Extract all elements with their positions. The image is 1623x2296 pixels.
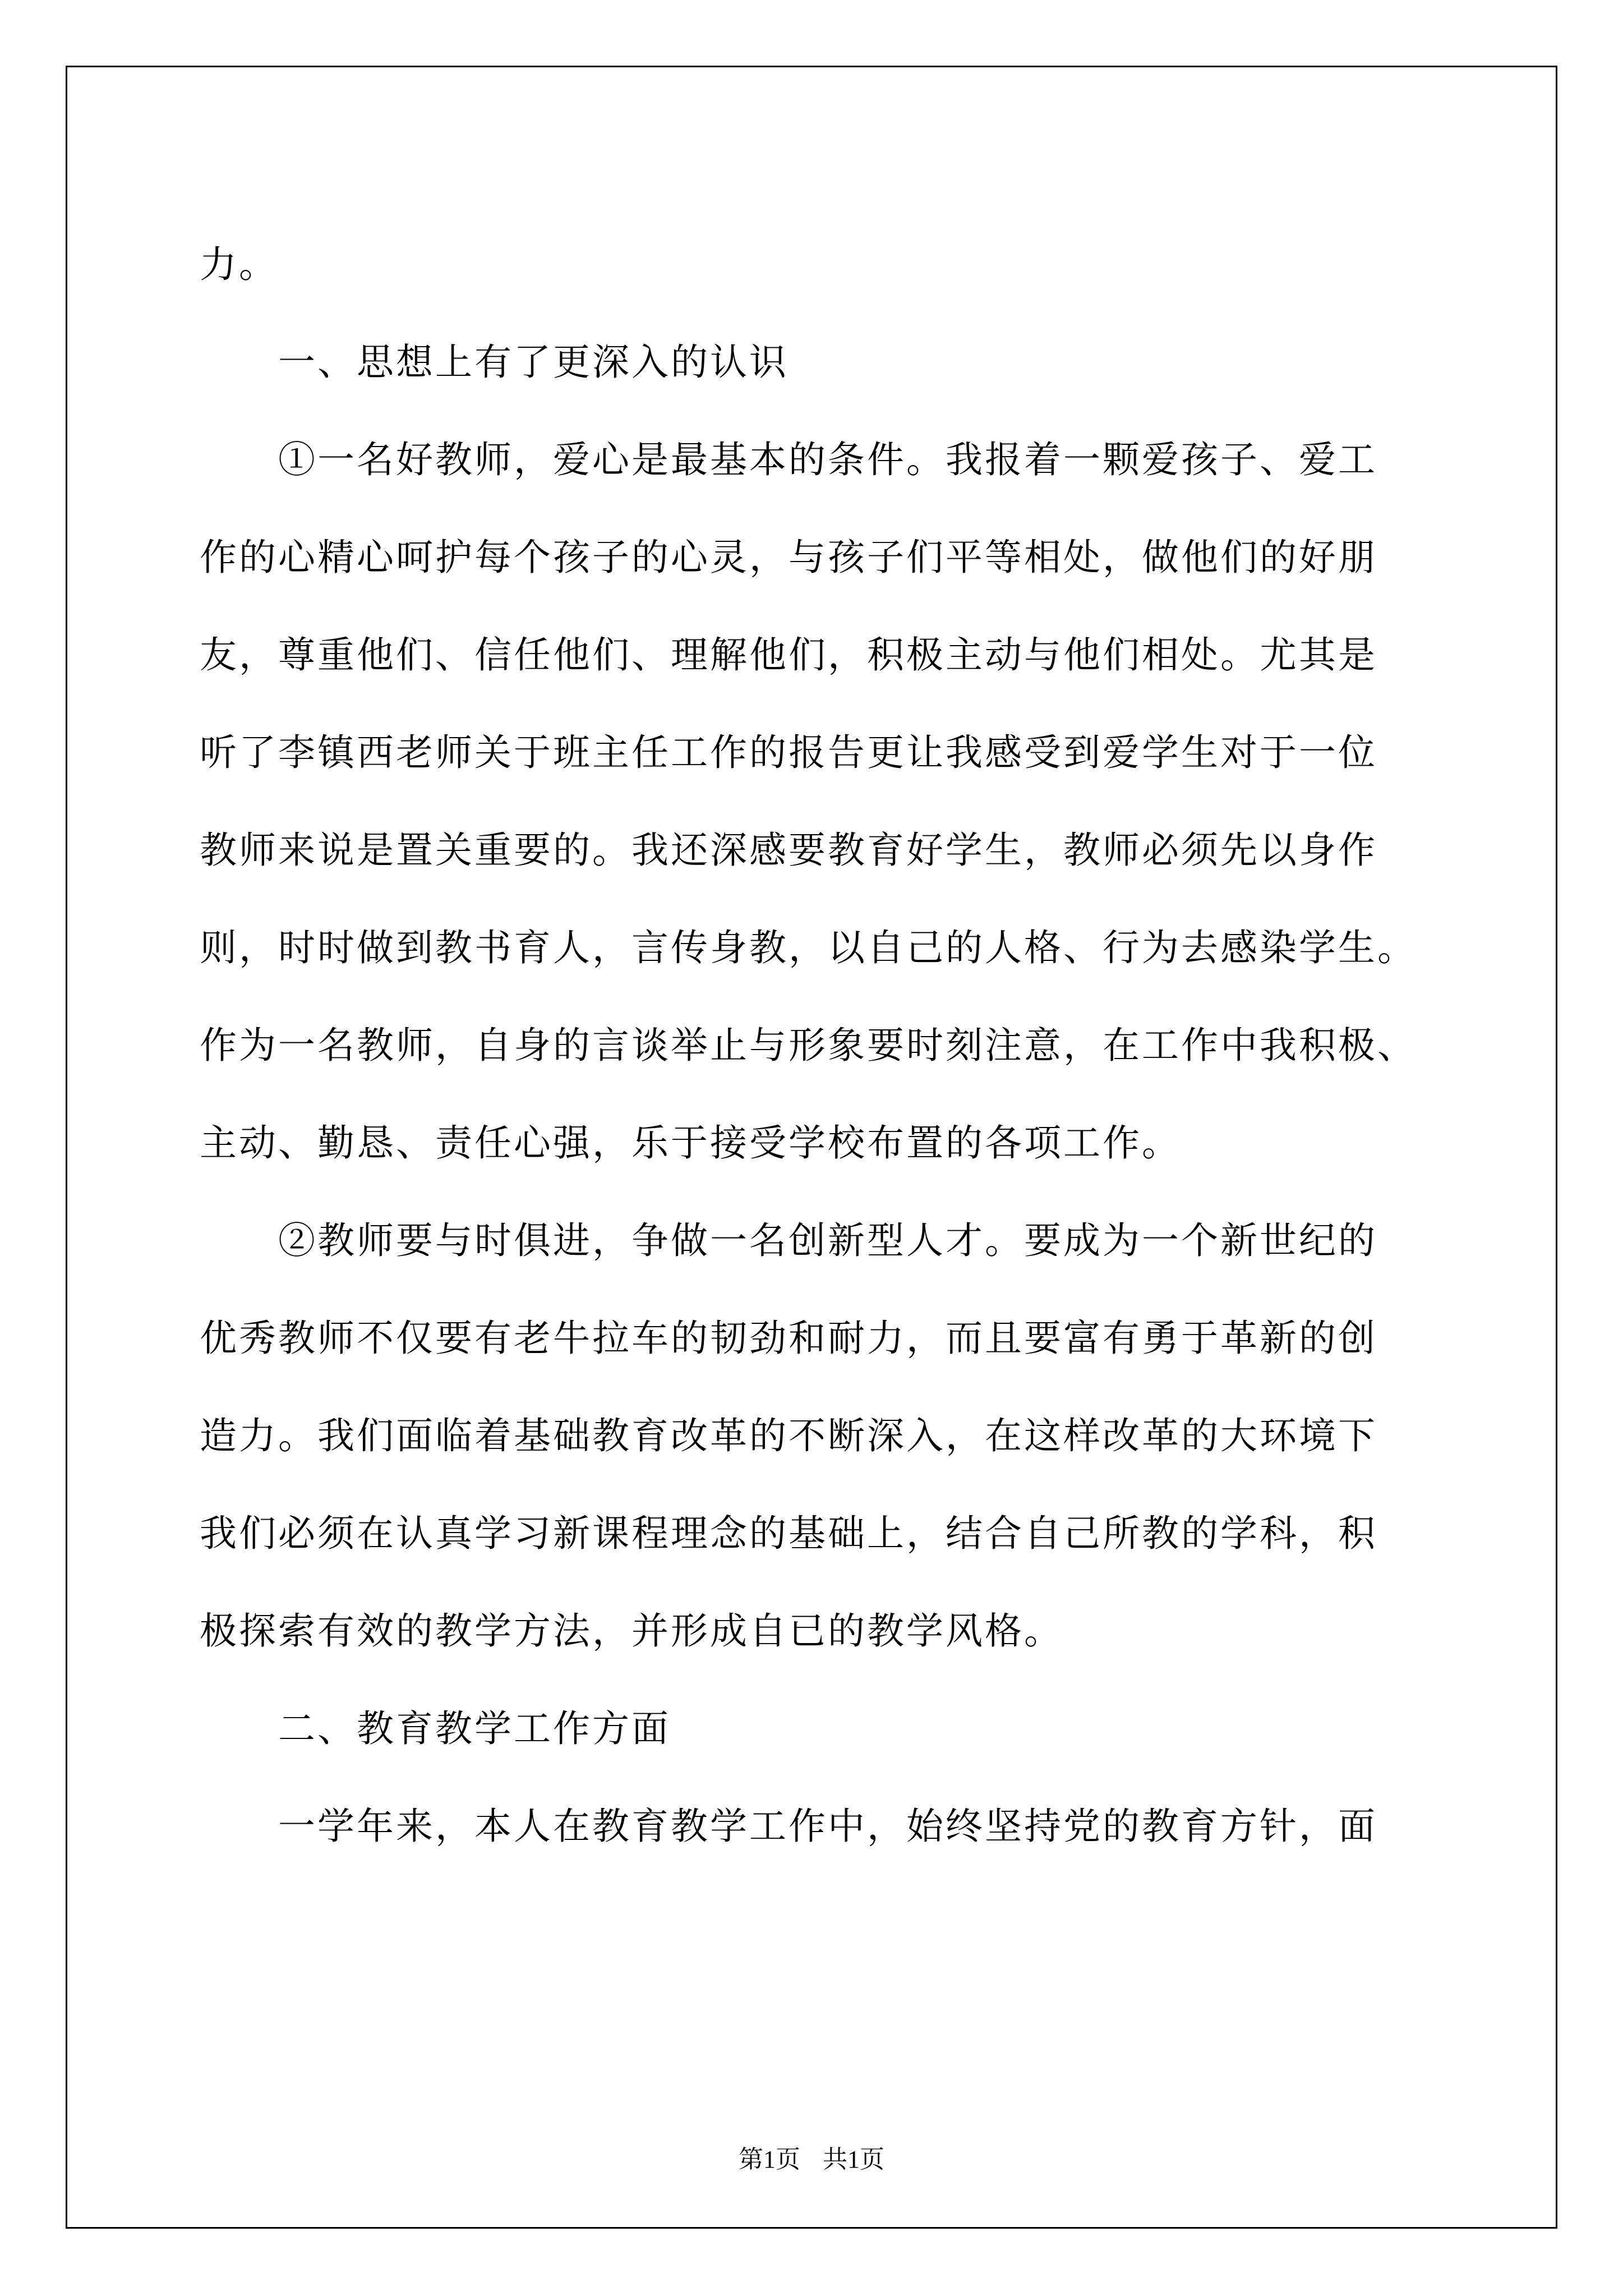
document-body	[200, 216, 1423, 1875]
text-line: 极探索有效的教学方法，并形成自已的教学风格。	[200, 1609, 1063, 1653]
text-line: 作为一名教师，自身的言谈举止与形象要时刻注意，在工作中我积极、	[200, 1024, 1417, 1067]
page-number-current: 第1页	[739, 2146, 800, 2173]
text-line: ①一名好教师，爱心是最基本的条件。我报着一颗爱孩子、爱工	[278, 438, 1377, 481]
text-line: 造力。我们面临着基础教育改革的不断深入，在这样改革的大环境下	[200, 1414, 1377, 1457]
text-line: 一学年来，本人在教育教学工作中，始终坚持党的教育方针，面	[278, 1805, 1377, 1848]
section-heading: 二、教育教学工作方面	[278, 1707, 671, 1750]
text-line: 友，尊重他们、信任他们、理解他们，积极主动与他们相处。尤其是	[200, 633, 1377, 677]
text-line: 我们必须在认真学习新课程理念的基础上，结合自己所教的学科，积	[200, 1512, 1377, 1555]
text-line: 听了李镇西老师关于班主任工作的报告更让我感受到爱学生对于一位	[200, 731, 1377, 774]
text-line: ②教师要与时俱进，争做一名创新型人才。要成为一个新世纪的	[278, 1219, 1377, 1262]
text-line: 优秀教师不仅要有老牛拉车的韧劲和耐力，而且要富有勇于革新的创	[200, 1317, 1377, 1360]
section-heading: 一、思想上有了更深入的认识	[278, 341, 789, 384]
text-line: 作的心精心呵护每个孩子的心灵，与孩子们平等相处，做他们的好朋	[200, 536, 1377, 579]
text-line: 则，时时做到教书育人，言传身教，以自己的人格、行为去感染学生。	[200, 926, 1417, 969]
text-line: 力。	[200, 243, 278, 286]
page-number-total: 共1页	[823, 2146, 884, 2173]
page-footer	[0, 2143, 1623, 2177]
text-line: 主动、勤恳、责任心强，乐于接受学校布置的各项工作。	[200, 1121, 1181, 1165]
text-line: 教师来说是置关重要的。我还深感要教育好学生，教师必须先以身作	[200, 829, 1377, 872]
